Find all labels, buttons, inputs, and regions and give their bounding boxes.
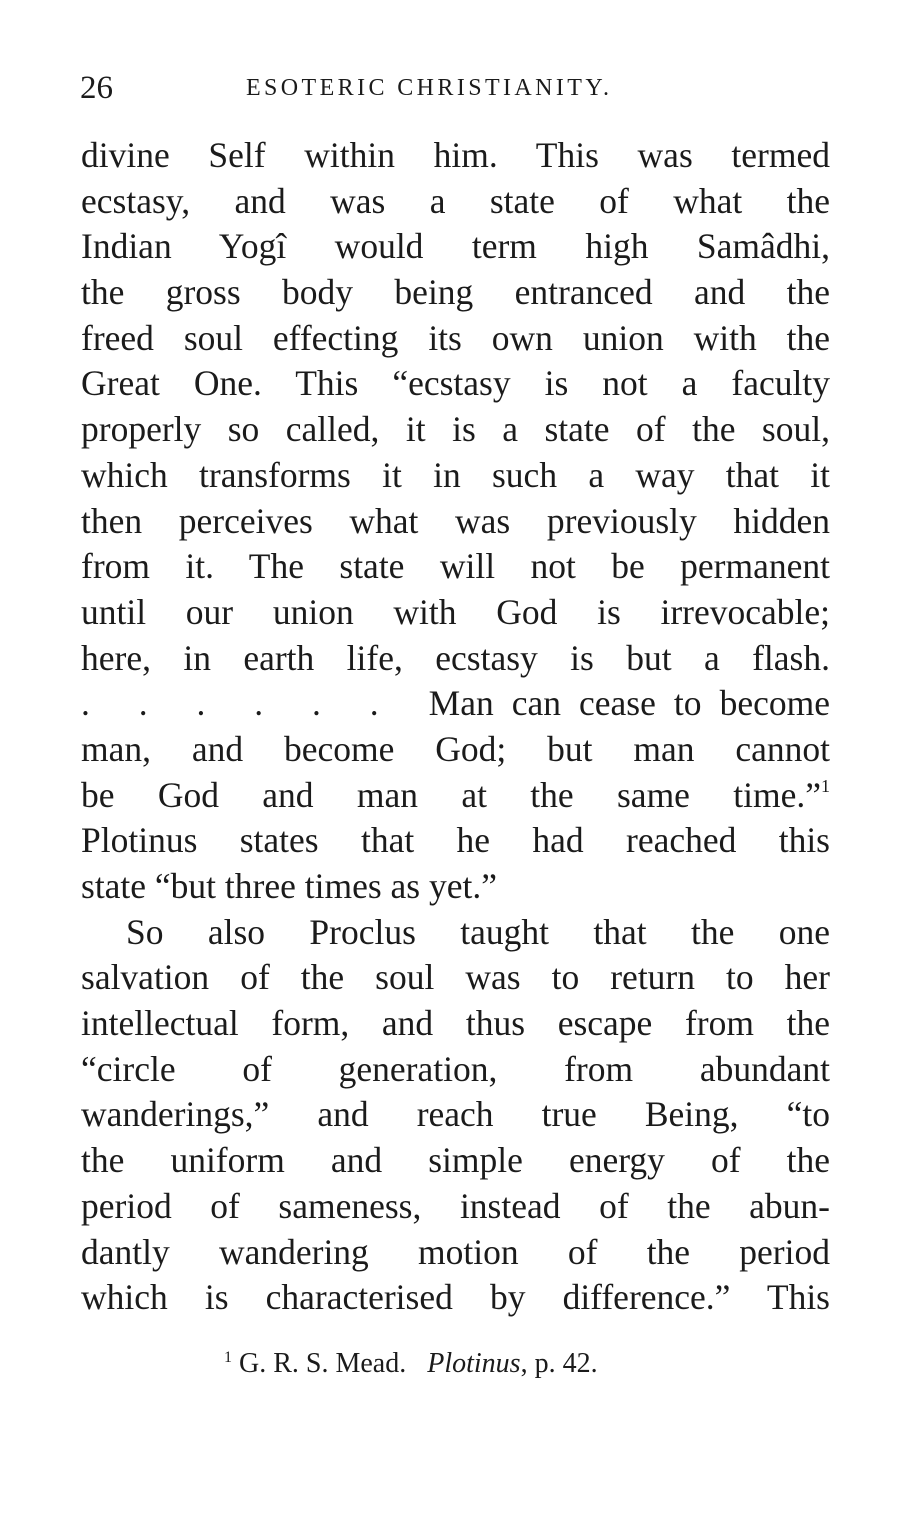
- text-line: wanderings,” and reach true Being, “to: [81, 1094, 830, 1135]
- text-line: the gross body being entranced and the: [81, 272, 830, 313]
- paragraph-end-line: state “but three times as yet.”: [81, 866, 497, 906]
- text-line: period of sameness, instead of the abun-: [81, 1185, 830, 1226]
- text-line: properly so called, it is a state of the soul,: [81, 409, 830, 450]
- footnote-mark: 1: [224, 1349, 232, 1366]
- text-line: Indian Yogî would term high Samâdhi,: [81, 226, 830, 267]
- ellipsis-dots: . . . . . .: [81, 683, 399, 724]
- footnote: [224, 1346, 784, 1382]
- text-line: which transforms it in such a way that it: [81, 454, 830, 495]
- running-head: [80, 68, 830, 108]
- text-line: intellectual form, and thus escape from the: [81, 1003, 830, 1044]
- text-line: “circle of generation, from abundant: [81, 1048, 830, 1089]
- body-text: [81, 133, 830, 1321]
- ellipsis-line: [81, 681, 830, 727]
- footnote-page: , p. 42.: [520, 1348, 598, 1379]
- footnote-title: Plotinus: [427, 1348, 521, 1379]
- running-title: ESOTERIC CHRISTIANITY.: [246, 75, 613, 101]
- text-line: divine Self within him. This was termed: [81, 135, 830, 175]
- text-line: Great One. This “ecstasy is not a faculty: [81, 363, 830, 404]
- text-line: then perceives what was previously hidden: [81, 500, 830, 541]
- text-line: the uniform and simple energy of the: [81, 1140, 830, 1181]
- footnote-author: G. R. S. Mead.: [239, 1348, 407, 1379]
- text-line: until our union with God is irrevocable;: [81, 591, 830, 632]
- text-line: dantly wandering motion of the period: [81, 1231, 830, 1272]
- footnote-reference: 1: [821, 775, 830, 796]
- text-line: from it. The state will not be permanent: [81, 546, 830, 587]
- paragraph-start-line: So also Proclus taught that the one: [126, 911, 830, 952]
- text-line: Plotinus states that he had reached this: [81, 820, 830, 861]
- page-number: 26: [80, 70, 113, 106]
- text-line: freed soul effecting its own union with the: [81, 317, 830, 358]
- text-line: ecstasy, and was a state of what the: [81, 180, 830, 221]
- text-line: here, in earth life, ecstasy is but a flash.: [81, 637, 830, 678]
- ellipsis-text: Man can cease to become: [428, 683, 830, 724]
- text-line: salvation of the soul was to return to her: [81, 957, 830, 998]
- quote-end-text: be God and man at the same time.”: [81, 774, 821, 815]
- text-line: which is characterised by difference.” This: [81, 1277, 830, 1318]
- text-line-with-footnote: [81, 773, 830, 819]
- text-line: man, and become God; but man cannot: [81, 728, 830, 769]
